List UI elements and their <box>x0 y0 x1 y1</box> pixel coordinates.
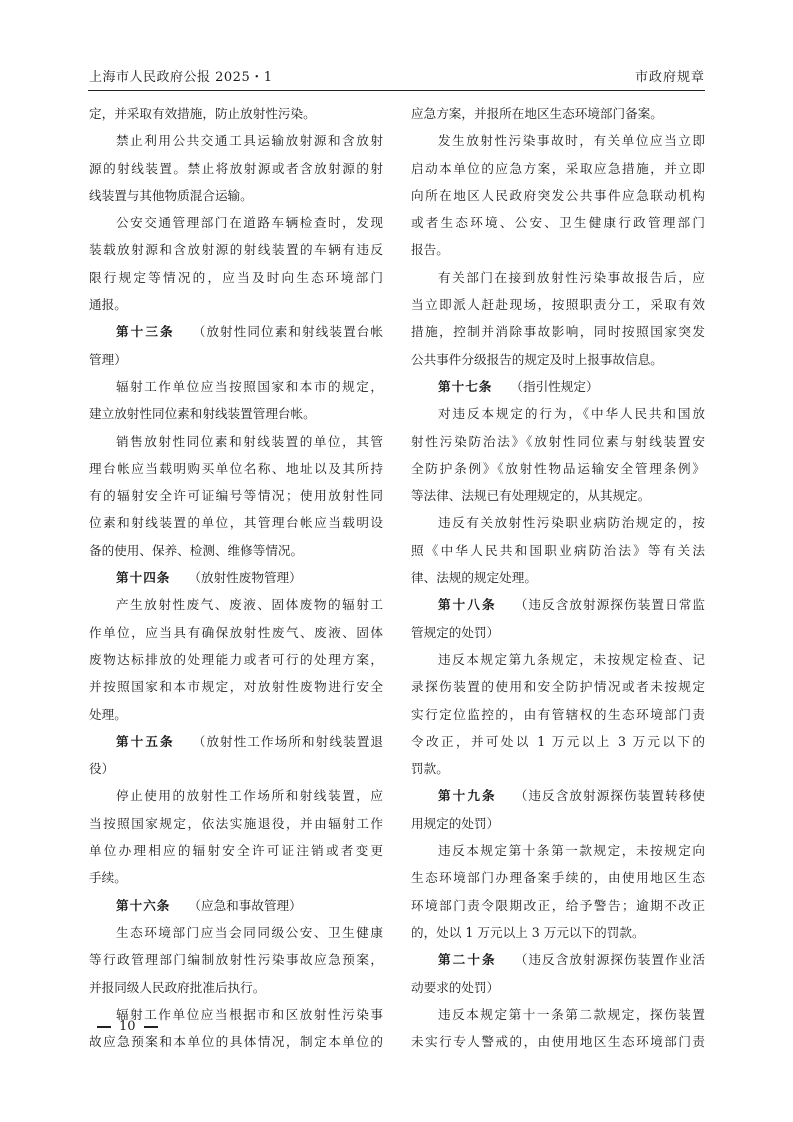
line-text: 对违反本规定的行为，《中华人民共和国放 <box>438 406 705 422</box>
text-line <box>89 646 383 673</box>
line-text: 手续。 <box>89 870 127 886</box>
line-text: （放射性工作场所和射线装置退 <box>192 733 383 749</box>
line-text: 理台帐应当载明购买单位名称、地址以及其所持 <box>89 460 383 476</box>
line-text: 单位办理相应的辐射安全许可证注销或者变更 <box>89 843 383 859</box>
text-line <box>411 400 705 427</box>
line-text: 当立即派人赶赴现场，按照职责分工，采取有效 <box>411 297 705 313</box>
article-number: 第十七条 <box>438 378 493 394</box>
text-line <box>89 127 383 154</box>
article-number: 第十八条 <box>438 597 497 613</box>
line-text: 停止使用的放射性工作场所和射线装置，应 <box>116 788 383 804</box>
page-footer <box>97 1019 158 1034</box>
line-text: 备的使用、保养、检测、维修等情况。 <box>89 542 304 558</box>
text-line <box>89 974 383 1001</box>
section-title: 市政府规章 <box>634 70 705 85</box>
text-line <box>411 728 705 755</box>
text-line <box>411 782 705 809</box>
text-line <box>411 755 705 782</box>
text-line <box>89 755 383 782</box>
line-text: 建立放射性同位素和射线装置管理台帐。 <box>89 406 316 422</box>
text-line <box>411 1028 705 1055</box>
article-number: 第二十条 <box>438 952 497 968</box>
text-line <box>89 100 383 127</box>
line-text: 等行政管理部门编制放射性污染事故应急预案， <box>89 952 383 968</box>
text-line <box>411 919 705 946</box>
text-line <box>411 619 705 646</box>
line-text: 律、法规的规定处理。 <box>411 570 537 586</box>
line-text: 令改正，并可处以 1 万元以上 3 万元以下的 <box>411 733 705 749</box>
text-line <box>89 837 383 864</box>
line-text: 管理） <box>89 351 127 367</box>
text-line <box>89 155 383 182</box>
text-line <box>411 318 705 345</box>
text-line <box>411 646 705 673</box>
line-text: 公安交通管理部门在道路车辆检查时，发现 <box>116 215 383 231</box>
line-text: 定，并采取有效措施，防止放射性污染。 <box>89 106 316 121</box>
text-line <box>89 537 383 564</box>
header-rule <box>88 90 705 91</box>
text-line <box>89 701 383 728</box>
line-text: 役） <box>89 761 115 777</box>
text-line <box>411 1001 705 1028</box>
text-line <box>411 837 705 864</box>
text-line <box>89 864 383 891</box>
text-line <box>411 482 705 509</box>
line-text: 或者生态环境、公安、卫生健康行政管理部门 <box>411 215 705 231</box>
text-line <box>411 127 705 154</box>
line-text: （违反含放射源探伤装置转移使 <box>514 788 705 804</box>
text-line <box>411 810 705 837</box>
line-text: 全防护条例》《放射性物品运输安全管理条例》 <box>411 460 705 476</box>
line-text: 销售放射性同位素和射线装置的单位，其管 <box>116 433 383 449</box>
line-text: 动要求的处罚） <box>411 979 500 995</box>
line-text: 罚款。 <box>411 761 449 777</box>
line-text: 违反本规定第十一条第二款规定，探伤装置 <box>438 1006 705 1022</box>
text-line <box>411 291 705 318</box>
text-line <box>411 264 705 291</box>
text-line <box>89 509 383 536</box>
text-line <box>411 564 705 591</box>
text-line <box>411 974 705 1001</box>
line-text: 并按照国家和本市规定，对放射性废物进行安全 <box>89 679 383 695</box>
text-line <box>411 946 705 973</box>
footer-dash-left <box>97 1026 111 1028</box>
text-line <box>89 482 383 509</box>
line-text: 位素和射线装置的单位，其管理台帐应当载明设 <box>89 515 383 531</box>
line-text: 线装置与其他物质混合运输。 <box>89 187 253 203</box>
text-line <box>89 400 383 427</box>
line-text: 辐射工作单位应当根据市和区放射性污染事 <box>116 1006 383 1022</box>
line-text: 作单位，应当具有确保放射性废气、废液、固体 <box>89 624 383 640</box>
text-line <box>411 182 705 209</box>
text-line <box>89 373 383 400</box>
article-number: 第十六条 <box>116 897 171 913</box>
text-line <box>411 236 705 263</box>
text-line <box>411 346 705 373</box>
text-line <box>89 318 383 345</box>
text-line <box>89 946 383 973</box>
text-line <box>89 591 383 618</box>
text-line <box>411 455 705 482</box>
text-line <box>411 428 705 455</box>
text-line <box>89 346 383 373</box>
text-line <box>89 564 383 591</box>
left-column <box>89 100 383 1055</box>
text-line <box>411 537 705 564</box>
line-text: （违反含放射源探伤装置日常监 <box>514 597 705 613</box>
line-text: 应急方案，并报所在地区生态环境部门备案。 <box>411 106 663 121</box>
line-text: 向所在地区人民政府突发公共事件应急联动机构 <box>411 187 705 203</box>
text-line <box>89 919 383 946</box>
text-line <box>89 264 383 291</box>
article-number: 第十四条 <box>116 570 171 586</box>
line-text: 辐射工作单位应当按照国家和本市的规定， <box>116 378 383 394</box>
line-text: 启动本单位的应急方案，采取应急措施，并立即 <box>411 160 705 176</box>
text-line <box>411 509 705 536</box>
text-line <box>411 892 705 919</box>
line-text: 源的射线装置。禁止将放射源或者含放射源的射 <box>89 160 383 176</box>
line-text: 有的辐射安全许可证编号等情况；使用放射性同 <box>89 488 383 504</box>
line-text: 违反本规定第九条规定，未按规定检查、记 <box>438 651 705 667</box>
text-line <box>89 810 383 837</box>
text-line <box>89 182 383 209</box>
line-text: 废物达标排放的处理能力或者可行的处理方案， <box>89 651 383 667</box>
line-text: 违反本规定第十条第一款规定，未按规定向 <box>438 843 705 859</box>
line-text: 环境部门责令限期改正，给予警告；逾期不改正 <box>411 897 705 913</box>
text-line <box>89 291 383 318</box>
text-line <box>411 209 705 236</box>
line-text: 的，处以 1 万元以上 3 万元以下的罚款。 <box>411 924 645 940</box>
line-text: 违反有关放射性污染职业病防治规定的，按 <box>438 515 705 531</box>
text-line <box>89 428 383 455</box>
line-text: 当按照国家规定，依法实施退役，并由辐射工作 <box>89 815 383 831</box>
article-number: 第十三条 <box>116 324 175 340</box>
line-text: 生态环境部门应当会同同级公安、卫生健康 <box>116 924 383 940</box>
line-text: 报告。 <box>411 242 449 258</box>
line-text: （放射性同位素和射线装置台帐 <box>192 324 383 340</box>
page-number: 10 <box>119 1019 136 1034</box>
text-line <box>89 236 383 263</box>
text-line <box>89 619 383 646</box>
text-line <box>89 728 383 755</box>
line-text: 用规定的处罚） <box>411 815 500 831</box>
text-line <box>411 701 705 728</box>
line-text: 处理。 <box>89 706 127 722</box>
line-text: 禁止利用公共交通工具运输放射源和含放射 <box>116 133 383 149</box>
line-text: （指引性规定） <box>510 378 599 394</box>
line-text: （违反含放射源探伤装置作业活 <box>514 952 705 968</box>
right-column <box>411 100 705 1055</box>
line-text: 通报。 <box>89 297 127 313</box>
article-number: 第十九条 <box>438 788 497 804</box>
text-line <box>89 209 383 236</box>
text-line <box>411 100 705 127</box>
text-line <box>411 373 705 400</box>
line-text: 故应急预案和本单位的具体情况，制定本单位的 <box>89 1034 383 1050</box>
line-text: 发生放射性污染事故时，有关单位应当立即 <box>438 133 705 149</box>
line-text: 装载放射源和含放射源的射线装置的车辆有违反 <box>89 242 383 258</box>
text-line <box>411 673 705 700</box>
footer-dash-right <box>144 1026 158 1028</box>
line-text: 并报同级人民政府批准后执行。 <box>89 979 266 995</box>
line-text: 措施，控制并消除事故影响，同时按照国家突发 <box>411 324 705 340</box>
line-text: 等法律、法规已有处理规定的，从其规定。 <box>411 488 651 504</box>
text-line <box>411 591 705 618</box>
journal-title: 上海市人民政府公报 2025・1 <box>89 70 273 85</box>
text-line <box>89 892 383 919</box>
line-text: 产生放射性废气、废液、固体废物的辐射工 <box>116 597 383 613</box>
line-text: 照《中华人民共和国职业病防治法》等有关法 <box>411 542 705 558</box>
text-line <box>89 455 383 482</box>
line-text: 录探伤装置的使用和安全防护情况或者未按规定 <box>411 679 705 695</box>
line-text: 射性污染防治法》《放射性同位素与射线装置安 <box>411 433 705 449</box>
text-line <box>89 673 383 700</box>
line-text: 实行定位监控的，由有管辖权的生态环境部门责 <box>411 706 705 722</box>
line-text: 未实行专人警戒的，由使用地区生态环境部门责 <box>411 1034 705 1050</box>
text-line <box>411 155 705 182</box>
line-text: （放射性废物管理） <box>188 570 302 586</box>
text-line <box>411 864 705 891</box>
line-text: 限行规定等情况的，应当及时向生态环境部门 <box>89 269 383 285</box>
line-text: 生态环境部门办理备案手续的，由使用地区生态 <box>411 870 705 886</box>
text-line <box>89 782 383 809</box>
line-text: （应急和事故管理） <box>188 897 302 913</box>
article-number: 第十五条 <box>116 733 175 749</box>
line-text: 管规定的处罚） <box>411 624 500 640</box>
line-text: 公共事件分级报告的规定及时上报事故信息。 <box>411 351 663 367</box>
line-text: 有关部门在接到放射性污染事故报告后，应 <box>438 269 705 285</box>
